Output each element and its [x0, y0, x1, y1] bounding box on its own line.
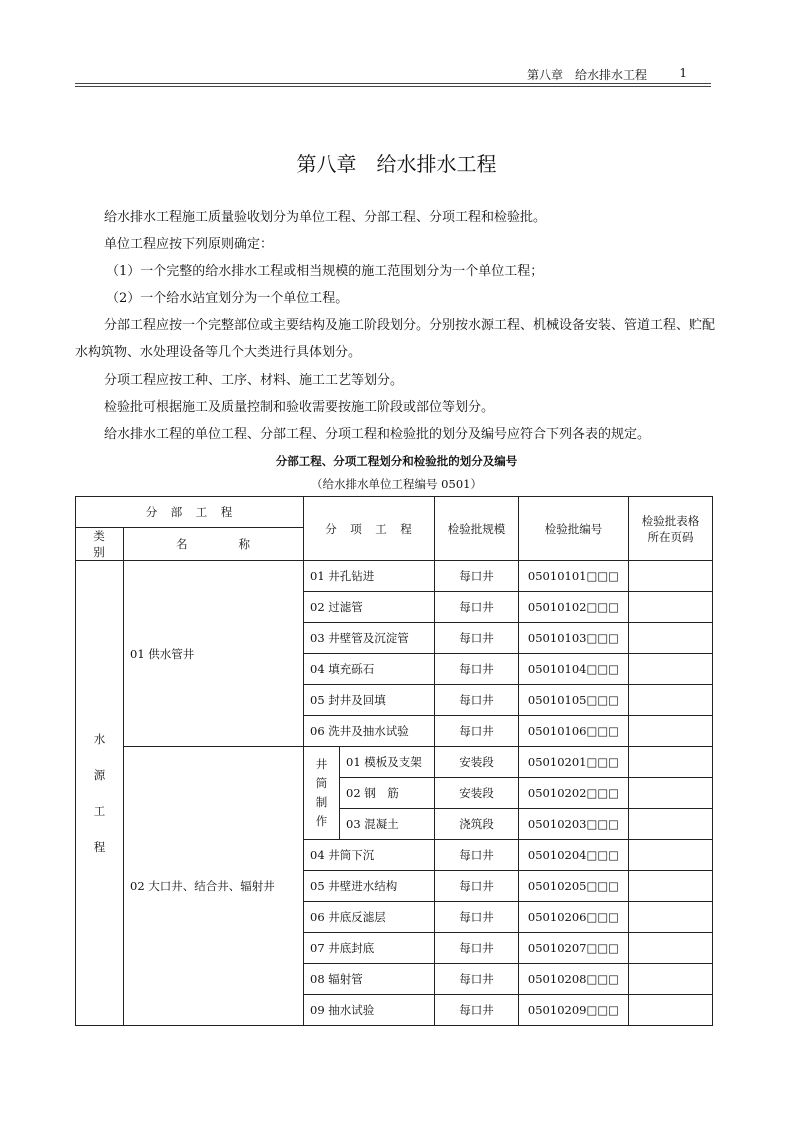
batch-scale: 每口井 [435, 654, 519, 685]
header-subitem: 分 项 工 程 [304, 497, 435, 561]
batch-code: 05010104□□□ [519, 654, 629, 685]
subgroup-label [304, 747, 340, 840]
batch-scale: 每口井 [435, 871, 519, 902]
page-ref [629, 747, 713, 778]
page-ref [629, 933, 713, 964]
chapter-name: 给水排水工程 [376, 152, 497, 176]
batch-scale: 每口井 [435, 623, 519, 654]
page-ref [629, 902, 713, 933]
batch-code: 05010203□□□ [519, 809, 629, 840]
paragraph: 分项工程应按工种、工序、材料、施工工艺等划分。 [104, 373, 404, 388]
table-subtitle: （给水排水单位工程编号 0501） [311, 477, 482, 491]
page-ref [629, 592, 713, 623]
page-ref [629, 871, 713, 902]
header-rule-thin [75, 86, 711, 87]
subitem: 03 混凝土 [340, 809, 435, 840]
division-table [75, 496, 713, 1026]
division-name: 02 大口井、结合井、辐射井 [124, 747, 304, 1026]
page-ref [629, 964, 713, 995]
batch-scale: 每口井 [435, 716, 519, 747]
header-name: 名 称 [124, 528, 304, 561]
division-name: 01 供水管井 [124, 561, 304, 747]
batch-code: 05010101□□□ [519, 561, 629, 592]
subitem: 06 井底反滤层 [304, 902, 435, 933]
batch-scale: 每口井 [435, 933, 519, 964]
subgroup-char: 筒 [315, 776, 328, 790]
batch-code: 05010207□□□ [519, 933, 629, 964]
batch-code: 05010102□□□ [519, 592, 629, 623]
category-char: 源 [93, 768, 106, 782]
batch-scale: 每口井 [435, 685, 519, 716]
subgroup-char: 制 [315, 795, 328, 809]
subitem: 04 填充砾石 [304, 654, 435, 685]
paragraph: 单位工程应按下列原则确定： [104, 237, 274, 252]
batch-code: 05010209□□□ [519, 995, 629, 1026]
page-ref [629, 809, 713, 840]
paragraph: 检验批可根据施工及质量控制和验收需要按施工阶段或部位等划分。 [104, 400, 495, 415]
subitem: 03 井壁管及沉淀管 [304, 623, 435, 654]
table-title: 分部工程、分项工程划分和检验批的划分及编号 [275, 454, 518, 468]
page-ref [629, 716, 713, 747]
batch-code: 05010105□□□ [519, 685, 629, 716]
batch-scale: 每口井 [435, 995, 519, 1026]
page-number: 1 [679, 66, 687, 80]
page-header [75, 64, 711, 84]
header-page-line1: 检验批表格 [641, 513, 700, 528]
header-page [629, 497, 713, 561]
subgroup-char: 作 [315, 814, 328, 828]
page-ref [629, 995, 713, 1026]
table-row [76, 747, 713, 778]
page-ref [629, 840, 713, 871]
subitem: 06 洗井及抽水试验 [304, 716, 435, 747]
subitem: 01 模板及支架 [340, 747, 435, 778]
subitem: 05 封井及回填 [304, 685, 435, 716]
page-ref [629, 561, 713, 592]
category-char: 工 [93, 804, 106, 818]
category-char: 程 [93, 840, 106, 854]
paragraph: （1）一个完整的给水排水工程或相当规模的施工范围划分为一个单位工程； [106, 264, 544, 279]
batch-scale: 每口井 [435, 964, 519, 995]
batch-code: 05010206□□□ [519, 902, 629, 933]
subitem: 02 钢 筋 [340, 778, 435, 809]
running-header-title: 第八章 给水排水工程 [526, 68, 647, 82]
batch-scale: 浇筑段 [435, 809, 519, 840]
batch-scale: 每口井 [435, 561, 519, 592]
page-ref [629, 778, 713, 809]
batch-scale: 安装段 [435, 747, 519, 778]
paragraph: 给水排水工程的单位工程、分部工程、分项工程和检验批的划分及编号应符合下列各表的规定。 [104, 427, 651, 442]
page-ref [629, 623, 713, 654]
subgroup-char: 井 [315, 757, 328, 771]
category-char: 水 [93, 732, 106, 746]
page-ref [629, 685, 713, 716]
header-batch-no: 检验批编号 [519, 497, 629, 561]
header-category: 类 别 [76, 528, 124, 561]
chapter-number: 第八章 [296, 152, 357, 176]
header-division: 分 部 工 程 [76, 497, 304, 528]
batch-code: 05010204□□□ [519, 840, 629, 871]
header-page-line2: 所在页码 [647, 529, 694, 544]
subitem: 08 辐射管 [304, 964, 435, 995]
batch-code: 05010103□□□ [519, 623, 629, 654]
header-rule-thick [75, 83, 711, 84]
batch-scale: 安装段 [435, 778, 519, 809]
table-header-row [76, 497, 713, 528]
page-ref [629, 654, 713, 685]
chapter-title [0, 148, 793, 177]
batch-scale: 每口井 [435, 902, 519, 933]
subitem: 07 井底封底 [304, 933, 435, 964]
batch-code: 05010202□□□ [519, 778, 629, 809]
category-cell [76, 561, 124, 1026]
batch-scale: 每口井 [435, 840, 519, 871]
batch-scale: 每口井 [435, 592, 519, 623]
paragraph: 分部工程应按一个完整部位或主要结构及施工阶段划分。分别按水源工程、机械设备安装、管道工程、贮配水构筑物、水处理设备等几个大类进行具体划分。 [75, 318, 716, 360]
batch-code: 05010106□□□ [519, 716, 629, 747]
batch-code: 05010205□□□ [519, 871, 629, 902]
batch-code: 05010201□□□ [519, 747, 629, 778]
paragraph: 给水排水工程施工质量验收划分为单位工程、分部工程、分项工程和检验批。 [104, 210, 547, 225]
subitem: 02 过滤管 [304, 592, 435, 623]
subitem: 09 抽水试验 [304, 995, 435, 1026]
batch-code: 05010208□□□ [519, 964, 629, 995]
paragraph: （2）一个给水站宜划分为一个单位工程。 [106, 291, 349, 306]
table-row [76, 561, 713, 592]
header-batch-scale: 检验批规模 [435, 497, 519, 561]
subitem: 05 井壁进水结构 [304, 871, 435, 902]
subitem: 01 井孔钻进 [304, 561, 435, 592]
subitem: 04 井筒下沉 [304, 840, 435, 871]
